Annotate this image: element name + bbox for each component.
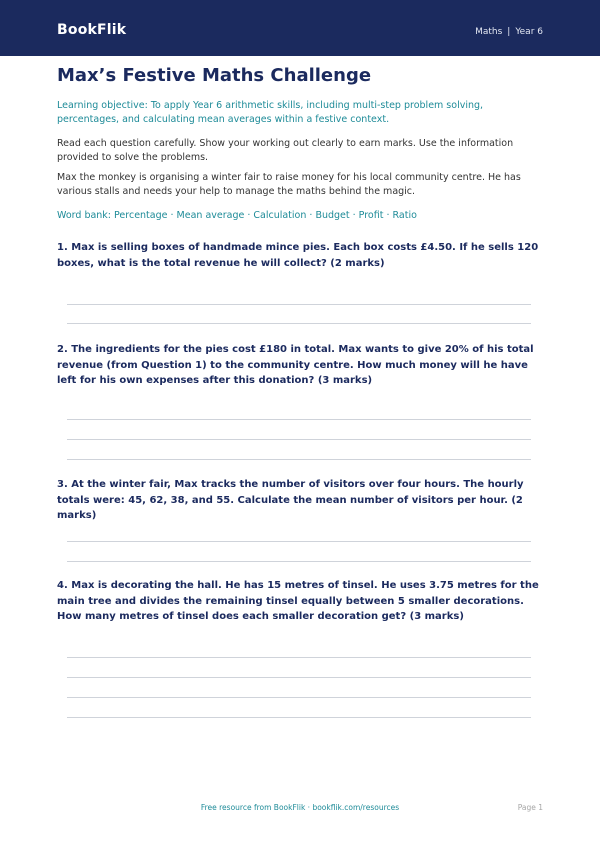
answer-line[interactable]: [67, 541, 531, 542]
breadcrumb: [475, 27, 543, 37]
answer-line[interactable]: [67, 677, 531, 678]
answer-line[interactable]: [67, 304, 531, 305]
word-bank: Word bank: Percentage · Mean average · Calculation · Budget · Profit · Ratio: [57, 210, 417, 221]
breadcrumb-subject[interactable]: Maths: [475, 27, 503, 37]
question-1: 1. Max is selling boxes of handmade mince pies. Each box costs £4.50. If he sells 120 boxes, what is the total revenue he will collect? (2 marks): [57, 242, 539, 269]
answer-line[interactable]: [67, 657, 531, 658]
footer-source-link[interactable]: Free resource from BookFlik · bookflik.com/resources: [200, 803, 400, 812]
header-bar: [0, 0, 600, 56]
brand-logo[interactable]: BookFlik: [57, 22, 127, 38]
instructions-text: Read each question carefully. Show your working out clearly to earn marks. Use the information provided to solve the problems.: [57, 138, 514, 163]
question-2: 2. The ingredients for the pies cost £180 in total. Max wants to give 20% of his total revenue (from Question 1) to the community centre. How much money will he have left for his own expenses after this donation? (3 marks): [57, 344, 534, 386]
answer-line[interactable]: [67, 561, 531, 562]
question-3: 3. At the winter fair, Max tracks the number of visitors over four hours. The hourly totals were: 45, 62, 38, and 55. Calculate the mean number of visitors per hour. (2 marks): [57, 479, 524, 521]
question-4: 4. Max is decorating the hall. He has 15 metres of tinsel. He uses 3.75 metres for the main tree and divides the remaining tinsel equally between 5 smaller decorations. How many metres of tinsel does each smaller decoration get? (3 marks): [57, 580, 539, 622]
answer-line[interactable]: [67, 439, 531, 440]
learning-objective: Learning objective: To apply Year 6 arithmetic skills, including multi-step problem solving, percentages, and calculating mean averages within a festive context.: [57, 100, 484, 125]
breadcrumb-separator: |: [507, 27, 511, 37]
answer-line[interactable]: [67, 459, 531, 460]
story-text: Max the monkey is organising a winter fair to raise money for his local community centre. He has various stalls and needs your help to manage the maths behind the magic.: [57, 172, 521, 197]
answer-line[interactable]: [67, 717, 531, 718]
page-title: Max’s Festive Maths Challenge: [57, 65, 372, 86]
page-number: Page 1: [517, 803, 543, 812]
breadcrumb-year[interactable]: Year 6: [515, 27, 543, 37]
answer-line[interactable]: [67, 419, 531, 420]
answer-line[interactable]: [67, 323, 531, 324]
answer-line[interactable]: [67, 697, 531, 698]
